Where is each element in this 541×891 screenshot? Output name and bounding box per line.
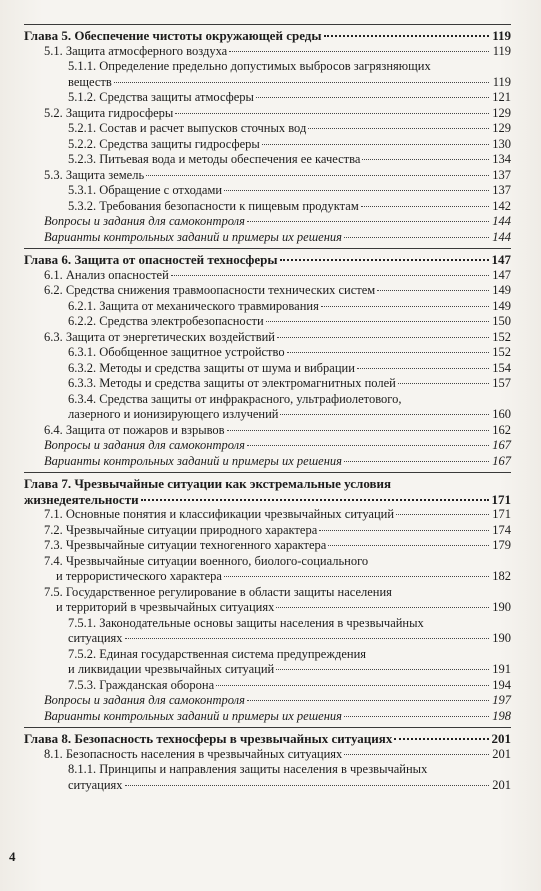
entry-page: 121: [492, 90, 511, 104]
dot-leader: [324, 35, 489, 37]
chapter-block: [24, 249, 511, 472]
toc-entry: [24, 183, 511, 199]
entry-title: Вопросы и задания для самоконтроля: [44, 438, 245, 452]
dot-leader: [247, 700, 489, 701]
toc-entry: [24, 152, 511, 168]
toc-entry: [24, 268, 511, 284]
toc-entry: [24, 345, 511, 361]
entry-title: 5.2. Защита гидросферы: [44, 105, 174, 120]
dot-leader: [276, 669, 489, 670]
toc-entry: [24, 392, 511, 423]
entry-title: 7.3. Чрезвычайные ситуации техногенного характера: [44, 538, 327, 552]
entry-page: 201: [492, 746, 511, 761]
entry-page: 144: [492, 229, 511, 244]
toc-entry: [24, 507, 511, 523]
toc-entry: [24, 330, 511, 346]
dot-leader: [344, 461, 489, 462]
chapter-heading: [24, 731, 511, 747]
entry-second-line: [68, 75, 511, 91]
entry-title-line2: и территорий в чрезвычайных ситуациях: [56, 600, 275, 614]
chapter-heading: [24, 476, 511, 507]
chapter-title: Глава 6. Защита от опасностей техносферы: [24, 252, 278, 267]
entry-title: 6.1. Анализ опасностей: [44, 267, 169, 282]
entry-page: 129: [492, 121, 511, 135]
entry-page: 162: [492, 422, 511, 437]
entry-page: 130: [492, 136, 511, 151]
entry-title-line2: и террористического характера: [56, 569, 222, 583]
entry-title: Варианты контрольных заданий и примеры их решения: [44, 453, 342, 468]
entry-title-line1: 7.5.1. Законодательные основы защиты населения в чрезвычайных: [68, 615, 424, 630]
entry-title: 7.2. Чрезвычайные ситуации природного характера: [44, 522, 318, 537]
toc-entry: [24, 709, 511, 725]
entry-wrap: [68, 647, 511, 678]
entry-second-line: [68, 631, 511, 647]
entry-page: 149: [492, 283, 511, 297]
chapter-block: [24, 25, 511, 248]
entry-page: 152: [492, 345, 511, 359]
dot-leader: [146, 175, 489, 176]
dot-leader: [287, 352, 489, 353]
entry-page: 171: [491, 491, 511, 507]
toc-entry: [24, 438, 511, 454]
toc-entry: [24, 585, 511, 616]
entry-title: 8.1. Безопасность населения в чрезвычайных ситуациях: [44, 746, 343, 761]
dot-leader: [247, 221, 489, 222]
entry-title-line1: Глава 7. Чрезвычайные ситуации как экстремальные условия: [24, 476, 392, 491]
entry-page: 174: [492, 522, 511, 537]
entry-second-line: [68, 662, 511, 678]
entry-page: 137: [492, 183, 511, 197]
entry-page: 119: [492, 74, 511, 89]
entry-wrap: [68, 616, 511, 647]
toc-entry: [24, 454, 511, 470]
toc-entry: [24, 137, 511, 153]
toc-entry: [24, 106, 511, 122]
toc-entry: [24, 168, 511, 184]
dot-leader: [377, 290, 489, 291]
entry-title: 5.2.1. Состав и расчет выпусков сточных вод: [68, 121, 307, 135]
dot-leader: [361, 206, 489, 207]
toc-entry: [24, 214, 511, 230]
toc-entry: [24, 299, 511, 315]
entry-page: 129: [492, 105, 511, 120]
dot-leader: [171, 275, 489, 276]
dot-leader: [125, 785, 489, 786]
entry-title-line2: и ликвидации чрезвычайных ситуаций: [68, 662, 275, 676]
entry-title-line1: 8.1.1. Принципы и направления защиты населения в чрезвычайных: [68, 762, 428, 776]
entry-page: 154: [492, 360, 511, 375]
entry-second-line: [44, 600, 511, 616]
toc-entry: [24, 59, 511, 90]
toc-entry: [24, 283, 511, 299]
chapter-page: 119: [492, 28, 511, 43]
toc-entry: [24, 121, 511, 137]
toc-entry: [24, 747, 511, 763]
chapter-block: [24, 728, 511, 796]
entry-page: 201: [492, 777, 511, 792]
toc-entry: [24, 44, 511, 60]
toc-entry: [24, 361, 511, 377]
dot-leader: [247, 445, 489, 446]
toc-entry: [24, 90, 511, 106]
dot-leader: [256, 97, 489, 98]
dot-leader: [344, 754, 489, 755]
entry-page: 191: [492, 662, 511, 676]
entry-page: 150: [492, 314, 511, 328]
dot-leader: [396, 514, 489, 515]
dot-leader: [224, 576, 489, 577]
toc-entry: [24, 647, 511, 678]
entry-page: 171: [492, 507, 511, 521]
toc-entry: [24, 762, 511, 793]
chapter-page: 201: [491, 731, 511, 746]
toc-entry: [24, 616, 511, 647]
entry-page: 160: [492, 407, 511, 421]
toc-entry: [24, 376, 511, 392]
dot-leader: [394, 738, 489, 740]
entry-page: 147: [492, 267, 511, 282]
entry-title: 5.3. Защита земель: [44, 167, 145, 182]
dot-leader: [319, 530, 489, 531]
entry-page: 197: [492, 693, 511, 707]
chapter-heading: [24, 28, 511, 44]
entry-title-line2: ситуациях: [68, 631, 123, 645]
entry-page: 190: [492, 600, 511, 614]
dot-leader: [321, 306, 489, 307]
dot-leader: [344, 237, 489, 238]
dot-leader: [141, 499, 489, 501]
chapter-page: 147: [491, 252, 511, 267]
dot-leader: [227, 430, 489, 431]
entry-title-line1: 7.5.2. Единая государственная система предупреждения: [68, 646, 367, 661]
entry-title-line2: жизнедеятельности: [24, 491, 139, 507]
chapter-heading: [24, 252, 511, 268]
entry-wrap: [24, 476, 511, 507]
entry-page: 157: [492, 376, 511, 390]
dot-leader: [344, 716, 489, 717]
entry-title: 5.2.2. Средства защиты гидросферы: [68, 136, 260, 151]
dot-leader: [262, 144, 489, 145]
dot-leader: [280, 259, 490, 261]
entry-title: 5.3.1. Обращение с отходами: [68, 183, 223, 197]
dot-leader: [276, 607, 489, 608]
entry-wrap: [68, 762, 511, 793]
entry-title: 5.2.3. Питьевая вода и методы обеспечения ее качества: [68, 152, 361, 166]
entry-title: 5.1. Защита атмосферного воздуха: [44, 43, 228, 58]
entry-title: 6.3.3. Методы и средства защиты от электромагнитных полей: [68, 376, 396, 390]
dot-leader: [224, 190, 489, 191]
entry-second-line: [68, 778, 511, 794]
page-number: 4: [9, 849, 16, 864]
entry-page: 119: [492, 43, 511, 58]
dot-leader: [114, 82, 489, 83]
chapter-title: Глава 5. Обеспечение чистоты окружающей среды: [24, 28, 322, 43]
entry-title-line2: веществ: [68, 74, 112, 89]
entry-page: 179: [492, 538, 511, 552]
entry-second-line: [68, 407, 511, 423]
table-of-contents: [24, 25, 511, 796]
entry-page: 167: [492, 438, 511, 452]
entry-title: 7.1. Основные понятия и классификации чрезвычайных ситуаций: [44, 507, 395, 521]
entry-wrap: [44, 554, 511, 585]
dot-leader: [175, 113, 489, 114]
entry-title: Вопросы и задания для самоконтроля: [44, 693, 245, 707]
entry-title: Вопросы и задания для самоконтроля: [44, 214, 245, 228]
entry-page: 198: [492, 708, 511, 723]
entry-second-line: [44, 569, 511, 585]
entry-title: 6.3.2. Методы и средства защиты от шума и вибрации: [68, 360, 355, 375]
entry-title: 5.3.2. Требования безопасности к пищевым продуктам: [68, 198, 359, 213]
dot-leader: [398, 383, 489, 384]
dot-leader: [229, 51, 489, 52]
toc-entry: [24, 230, 511, 246]
dot-leader: [328, 545, 489, 546]
toc-entry: [24, 554, 511, 585]
dot-leader: [277, 337, 489, 338]
entry-title: 6.3.1. Обобщенное защитное устройство: [68, 345, 285, 359]
entry-wrap: [68, 59, 511, 90]
entry-title-line2: лазерного и ионизирующего излучений: [68, 407, 279, 421]
chapter-title: Глава 8. Безопасность техносферы в чрезвычайных ситуациях: [24, 731, 393, 746]
entry-wrap: [68, 392, 511, 423]
toc-entry: [24, 423, 511, 439]
entry-title-line1: 7.5. Государственное регулирование в области защиты населения: [44, 584, 392, 599]
entry-title: Варианты контрольных заданий и примеры их решения: [44, 708, 342, 723]
entry-title: Варианты контрольных заданий и примеры их решения: [44, 229, 342, 244]
entry-page: 142: [492, 198, 511, 213]
entry-title: 6.2.1. Защита от механического травмирования: [68, 298, 319, 313]
dot-leader: [308, 128, 489, 129]
toc-entry: [24, 538, 511, 554]
entry-page: 137: [492, 167, 511, 182]
dot-leader: [357, 368, 489, 369]
dot-leader: [216, 685, 489, 686]
toc-entry: [24, 523, 511, 539]
chapter-block: [24, 473, 511, 727]
entry-page: 167: [492, 453, 511, 468]
entry-title-line1: 7.4. Чрезвычайные ситуации военного, биолого-социального: [44, 553, 369, 568]
dot-leader: [266, 321, 489, 322]
dot-leader: [362, 159, 489, 160]
toc-entry: [24, 678, 511, 694]
entry-title: 6.4. Защита от пожаров и взрывов: [44, 422, 225, 437]
entry-page: 194: [492, 677, 511, 692]
entry-wrap: [44, 585, 511, 616]
entry-title: 6.2. Средства снижения травмоопасности технических систем: [44, 283, 376, 297]
entry-page: 182: [492, 569, 511, 583]
entry-page: 134: [492, 152, 511, 166]
dot-leader: [280, 414, 489, 415]
dot-leader: [125, 638, 489, 639]
entry-page: 190: [492, 631, 511, 645]
toc-entry: [24, 199, 511, 215]
entry-second-line: [24, 492, 511, 508]
entry-title: 5.1.2. Средства защиты атмосферы: [68, 90, 254, 104]
entry-title: 6.2.2. Средства электробезопасности: [68, 314, 264, 328]
entry-title-line1: 6.3.4. Средства защиты от инфракрасного, ультрафиолетового,: [68, 391, 402, 406]
entry-page: 149: [492, 298, 511, 313]
entry-page: 144: [492, 214, 511, 228]
entry-title-line1: 5.1.1. Определение предельно допустимых выбросов загрязняющих: [68, 59, 431, 73]
entry-title-line2: ситуациях: [68, 777, 123, 792]
entry-title: 6.3. Защита от энергетических воздействий: [44, 329, 275, 344]
entry-title: 7.5.3. Гражданская оборона: [68, 677, 215, 692]
entry-page: 152: [492, 329, 511, 344]
toc-entry: [24, 693, 511, 709]
toc-entry: [24, 314, 511, 330]
